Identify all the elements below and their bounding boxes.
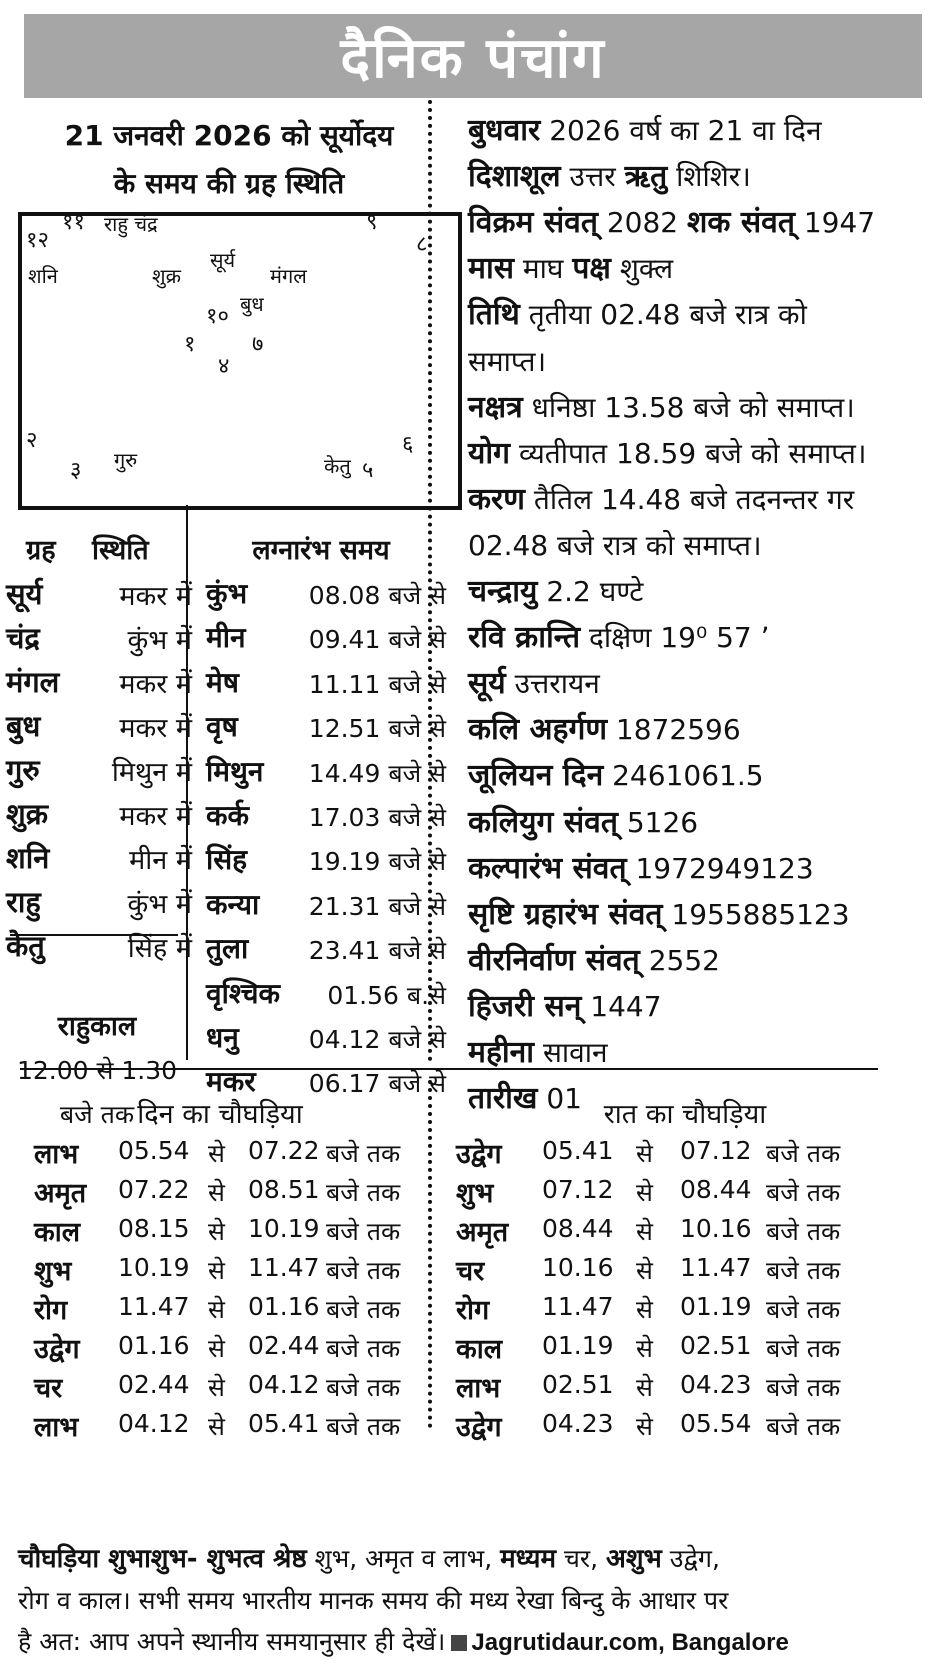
panchang-line [468,154,938,200]
choghadiya-se: से [208,1178,225,1207]
choghadiya-name: लाभ [34,1139,79,1170]
panchang-label: हिजरी सन् [468,988,582,1024]
choghadiya-to: 01.16 [248,1292,320,1321]
panchang-line [468,938,938,984]
lagna-name: वृश्चिक [206,976,281,1010]
choghadiya-se: से [636,1256,653,1285]
choghadiya-from: 10.16 [542,1253,614,1282]
choghadiya-name: लाभ [34,1412,79,1443]
panchang-value: उत्तर [560,160,625,194]
choghadiya-row [456,1407,876,1447]
panchang-line [468,477,938,523]
choghadiya-name: रोग [34,1295,68,1326]
choghadiya-tak: बजे तक [766,1373,841,1402]
panchang-value: 2461061.5 [603,759,764,793]
choghadiya-se: से [208,1373,225,1402]
panchang-line [468,339,938,385]
graha-heading-line2: के समय की ग्रह स्थिति [113,167,345,200]
square-bullet-icon [451,1635,467,1651]
graha-position: मकर में [119,801,192,832]
panchang-line [468,523,938,569]
choghadiya-to: 05.54 [680,1409,752,1438]
graha-row [6,926,192,972]
panchang-value: सावान [534,1036,608,1069]
choghadiya-from: 02.51 [542,1370,614,1399]
graha-position: मीन में [129,845,192,876]
panchang-label: सूर्य [468,666,506,702]
house-3: ३ [70,458,82,483]
house-4: ४ [218,354,230,379]
choghadiya-tak: बजे तक [766,1295,841,1324]
lagna-row [206,929,446,975]
panchang-line [468,984,938,1030]
panchang-label: योग [468,435,511,471]
choghadiya-se: से [636,1178,653,1207]
choghadiya-tak: बजे तक [326,1412,401,1441]
choghadiya-to: 08.51 [248,1175,320,1204]
graha-name: शनि [6,841,50,875]
panchang-label: करण [468,481,525,517]
choghadiya-to: 07.22 [248,1136,320,1165]
lagna-time: 23.41 बजे से [308,936,446,966]
graha-position: मकर में [119,713,192,744]
choghadiya-from: 11.47 [118,1292,190,1321]
sthiti-column-header: स्थिति [92,535,149,566]
panchang-line [468,569,938,615]
choghadiya-from: 01.16 [118,1331,190,1360]
lagna-time: 04.12 बजे से [308,1025,446,1054]
lagna-row [206,796,446,842]
panchang-line [468,753,938,799]
footer-line3 [18,1621,938,1663]
panchang-label: कल्पारंभ संवत् [468,850,627,886]
choghadiya-from: 02.44 [118,1370,190,1399]
choghadiya-from: 01.19 [542,1331,614,1360]
choghadiya-row [456,1329,876,1369]
choghadiya-row [34,1407,454,1447]
graha-row [6,662,192,708]
choghadiya-row [456,1173,876,1213]
panchang-label: विक्रम संवत् [468,205,598,241]
planet-shukra: शुक्र [152,264,181,288]
planet-budh: बुध [240,292,264,316]
planet-surya: सूर्य [210,248,236,272]
house-7: ७ [252,332,264,357]
planet-mangal: मंगल [270,264,307,288]
lagna-time: 12.51 बजे से [308,714,446,744]
graha-position: मकर में [119,669,192,700]
footer-madhyam-text: चर, [556,1544,607,1573]
choghadiya-to: 10.19 [248,1214,320,1243]
choghadiya-name: उद्वेग [456,1139,502,1170]
panchang-value: तैतिल 14.48 बजे तदनन्तर गर [525,482,855,516]
panchang-value: माघ [514,252,573,286]
choghadiya-se: से [208,1412,225,1441]
panchang-label: कलियुग संवत् [468,804,618,840]
choghadiya-se: से [636,1412,653,1441]
graha-position: कुंभ में [127,889,192,920]
choghadiya-tak: बजे तक [766,1217,841,1246]
panchang-value: 5126 [617,805,699,839]
choghadiya-se: से [208,1295,225,1324]
lagna-row [206,840,446,886]
lagna-row [206,885,446,931]
choghadiya-name: शुभ [456,1178,494,1209]
choghadiya-tak: बजे तक [326,1178,401,1207]
planet-guru: गुरु [114,448,138,472]
panchang-value: समाप्त। [468,344,547,378]
panchang-value: उत्तरायन [505,667,600,701]
choghadiya-row [34,1329,454,1369]
lagna-time: 09.41 बजे से [308,625,446,655]
house-10: १० [206,304,229,329]
panchang-label: जूलियन दिन [468,758,604,794]
panchang-value: 2.2 घण्टे [537,575,644,608]
panchang-value: तृतीया 02.48 बजे रात्र को [519,298,807,332]
lagna-time: 14.49 बजे से [308,758,446,788]
choghadiya-row [34,1368,454,1408]
panchang-label: चन्द्रायु [468,574,538,609]
graha-row [6,794,192,840]
panchang-line [468,892,938,938]
choghadiya-row [34,1251,454,1291]
panchang-line [468,292,938,338]
lagna-time: 06.17 बजे से [308,1069,446,1099]
graha-column-header: ग्रह [26,535,56,566]
lagna-time: 01.56 ब.से [327,980,446,1010]
footer-line2: रोग व काल। सभी समय भारतीय मानक समय की मध्य रेखा बिन्दु के आधार पर [18,1586,729,1615]
panchang-label: मास [468,251,514,287]
choghadiya-se: से [636,1217,653,1246]
footer-shubh-text: शुभ, अमृत व लाभ, [306,1544,501,1573]
panchang-line [468,615,938,661]
lagna-name: तुला [206,932,249,966]
choghadiya-from: 04.23 [542,1409,614,1438]
planet-shani: शनि [28,264,58,288]
lagna-time: 19.19 बजे से [308,847,446,877]
choghadiya-to: 05.41 [248,1409,320,1438]
house-5: ५ [362,458,374,483]
lagna-time: 17.03 बजे से [308,803,446,832]
choghadiya-row [456,1134,876,1174]
choghadiya-name: काल [34,1217,81,1248]
house-2: २ [26,428,38,453]
choghadiya-tak: बजे तक [326,1373,401,1402]
panchang-line [468,385,938,431]
panchang-label: तारीख [468,1081,538,1117]
choghadiya-row [34,1173,454,1213]
panchang-label: दिशाशूल [468,159,561,195]
panchang-line [468,431,938,477]
choghadiya-se: से [208,1334,225,1363]
lagna-time: 11.11 बजे से [308,669,446,699]
kundli-chart [18,212,462,510]
choghadiya-name: काल [456,1334,503,1365]
panchang-line [468,246,938,292]
choghadiya-from: 07.12 [542,1175,614,1204]
choghadiya-to: 04.23 [680,1370,752,1399]
choghadiya-se: से [636,1139,653,1168]
choghadiya-tak: बजे तक [326,1217,401,1246]
lagna-time: 08.08 बजे से [308,581,446,610]
lagna-name: सिंह [206,843,248,877]
choghadiya-tak: बजे तक [326,1139,401,1168]
choghadiya-to: 02.44 [248,1331,320,1360]
choghadiya-to: 08.44 [680,1175,752,1204]
choghadiya-to: 02.51 [680,1331,752,1360]
lagna-name: मकर [206,1065,256,1099]
lagna-name: कुंभ [206,577,248,610]
choghadiya-row [34,1212,454,1252]
lagna-name: वृष [206,710,238,744]
night-choghadiya-title: रात का चौघड़िया [603,1099,767,1130]
choghadiya-from: 04.12 [118,1409,190,1438]
choghadiya-tak: बजे तक [766,1178,841,1207]
choghadiya-se: से [636,1373,653,1402]
choghadiya-row [456,1368,876,1408]
choghadiya-name: उद्वेग [456,1412,502,1443]
panchang-value: 1872596 [607,713,741,747]
choghadiya-row [456,1212,876,1252]
panchang-line [468,200,938,246]
choghadiya-tak: बजे तक [766,1334,841,1363]
choghadiya-name: शुभ [34,1256,72,1287]
source-credit: Jagrutidaur.com, Bangalore [471,1629,789,1656]
panchang-value: व्यतीपात 18.59 बजे को समाप्त। [510,436,867,470]
choghadiya-tak: बजे तक [326,1334,401,1363]
graha-position: कुंभ में [127,625,192,656]
lagna-row [206,752,446,798]
lagna-row [206,974,446,1020]
graha-row [6,618,192,664]
panchang-value: धनिष्ठा 13.58 बजे को समाप्त। [522,390,855,424]
graha-name: राहु [6,885,41,919]
panchang-value: 1972949123 [626,851,814,885]
footer-note [18,1538,938,1663]
graha-name: चंद्र [6,621,40,655]
footer-shubh-label: चौघड़िया शुभाशुभ- शुभत्व श्रेष्ठ [18,1544,307,1574]
lagna-name: कन्या [206,887,260,921]
panchang-value: दक्षिण 19⁰ 57 ʼ [580,621,770,655]
rahukaal-time: 12.00 से 1.30 [16,1056,178,1085]
lagna-row [206,707,446,753]
lagna-row [206,1018,446,1064]
choghadiya-tak: बजे तक [326,1295,401,1324]
graha-row [6,574,192,620]
footer-ashubh-label: अशुभ [606,1544,662,1574]
panchang-line [468,707,938,753]
panchang-value: 2082 [597,206,687,240]
house-1: १ [184,332,196,357]
choghadiya-tak: बजे तक [766,1139,841,1168]
panchang-value: शिशिर। [667,160,751,194]
panchang-label: पक्ष [572,251,611,287]
lagna-name: मीन [206,621,246,655]
lagna-name: कर्क [206,799,250,832]
panchang-label: शक संवत् [687,205,795,241]
choghadiya-from: 08.44 [542,1214,614,1243]
panchang-label: सृष्टि ग्रहारंभ संवत् [468,896,663,932]
choghadiya-from: 07.22 [118,1175,190,1204]
choghadiya-name: लाभ [456,1373,501,1404]
graha-position: सिंह में [127,933,192,964]
graha-position: मिथुन में [111,757,192,788]
panchang-line [468,661,938,707]
choghadiya-row [456,1251,876,1291]
choghadiya-from: 05.54 [118,1136,190,1165]
rahukaal-title: राहुकाल [57,1011,137,1042]
panchang-label: बुधवार [468,113,541,148]
panchang-line [468,846,938,892]
graha-position: मकर में [119,581,192,612]
choghadiya-from: 10.19 [118,1253,190,1282]
choghadiya-se: से [208,1139,225,1168]
footer-ashubh-text: उद्वेग, [661,1544,720,1573]
graha-name: बुध [6,709,41,743]
choghadiya-name: चर [34,1373,63,1404]
panchang-label: रवि क्रान्ति [468,620,581,656]
panchang-line [468,800,938,846]
choghadiya-name: उद्वेग [34,1334,80,1365]
graha-row [6,706,192,752]
graha-name: शुक्र [6,797,48,831]
panchang-value: 1947 [794,206,876,240]
choghadiya-tak: बजे तक [766,1256,841,1285]
choghadiya-row [34,1134,454,1174]
choghadiya-to: 04.12 [248,1370,320,1399]
graha-name: सूर्य [6,577,43,611]
choghadiya-name: चर [456,1256,485,1287]
panchang-line [468,108,938,154]
panchang-value: 2552 [639,943,720,977]
lagna-header: लग्नारंभ समय [252,535,390,566]
graha-name: गुरु [6,753,40,787]
footer-line3-text: है अत: आप अपने स्थानीय समयानुसार ही देखें। [18,1627,446,1656]
graha-row [6,838,192,884]
panchang-label: कलि अहर्गण [468,712,608,748]
planet-ketu: केतु [324,454,351,478]
panchang-label: वीरनिर्वाण संवत् [468,942,640,978]
choghadiya-to: 11.47 [680,1253,752,1282]
house-11: ११ [62,210,85,235]
panchang-value: 2026 वर्ष का 21 वा दिन [540,114,822,147]
house-6: ६ [402,432,414,457]
panchang-value: शुक्ल [610,252,674,286]
choghadiya-tak: बजे तक [766,1412,841,1441]
panchang-label: महीना [468,1035,535,1070]
lagna-time: 21.31 बजे से [308,891,446,921]
choghadiya-tak: बजे तक [326,1256,401,1285]
graha-name: केतु [6,929,45,963]
page-title: दैनिक पंचांग [24,14,922,98]
panchang-value: 02.48 बजे रात्र को समाप्त। [468,528,762,562]
choghadiya-se: से [636,1334,653,1363]
panchang-label: नक्षत्र [468,389,523,425]
panchang-line [468,1030,938,1076]
planet-rahu-chandra: राहु चंद्र [104,212,158,236]
day-choghadiya-title: दिन का चौघड़िया [137,1099,303,1130]
choghadiya-se: से [636,1295,653,1324]
lagna-name: मेष [206,665,239,699]
choghadiya-to: 10.16 [680,1214,752,1243]
choghadiya-from: 11.47 [542,1292,614,1321]
lagna-row [206,618,446,664]
choghadiya-name: अमृत [34,1178,87,1209]
choghadiya-se: से [208,1217,225,1246]
lagna-name: मिथुन [206,754,264,788]
panchang-value: 1447 [581,989,662,1023]
panchang-value: 1955885123 [662,897,850,931]
graha-row [6,750,192,796]
panchang-label: ऋतु [624,159,668,195]
rahukaal-tak: बजे तक [59,1100,135,1129]
lagna-name: धनु [206,1021,239,1054]
choghadiya-name: रोग [456,1295,490,1326]
choghadiya-row [34,1290,454,1330]
choghadiya-from: 08.15 [118,1214,190,1243]
choghadiya-name: अमृत [456,1217,509,1248]
choghadiya-to: 11.47 [248,1253,320,1282]
graha-name: मंगल [6,665,60,699]
choghadiya-to: 01.19 [680,1292,752,1321]
panchang-label: तिथि [468,297,520,333]
choghadiya-se: से [208,1256,225,1285]
panchang-value: 01 [537,1082,582,1116]
graha-heading-line1: 21 जनवरी 2026 को सूर्योदय [64,119,394,152]
house-12: १२ [26,228,49,253]
house-8: ८ [416,232,428,257]
choghadiya-from: 05.41 [542,1136,614,1165]
footer-madhyam-label: मध्यम [500,1544,557,1574]
house-9: ९ [366,210,378,235]
choghadiya-row [456,1290,876,1330]
graha-row [6,882,192,928]
footer-line1 [18,1538,938,1580]
choghadiya-to: 07.12 [680,1136,752,1165]
graha-heading [14,112,444,208]
lagna-row [206,663,446,709]
lagna-row [206,574,446,620]
